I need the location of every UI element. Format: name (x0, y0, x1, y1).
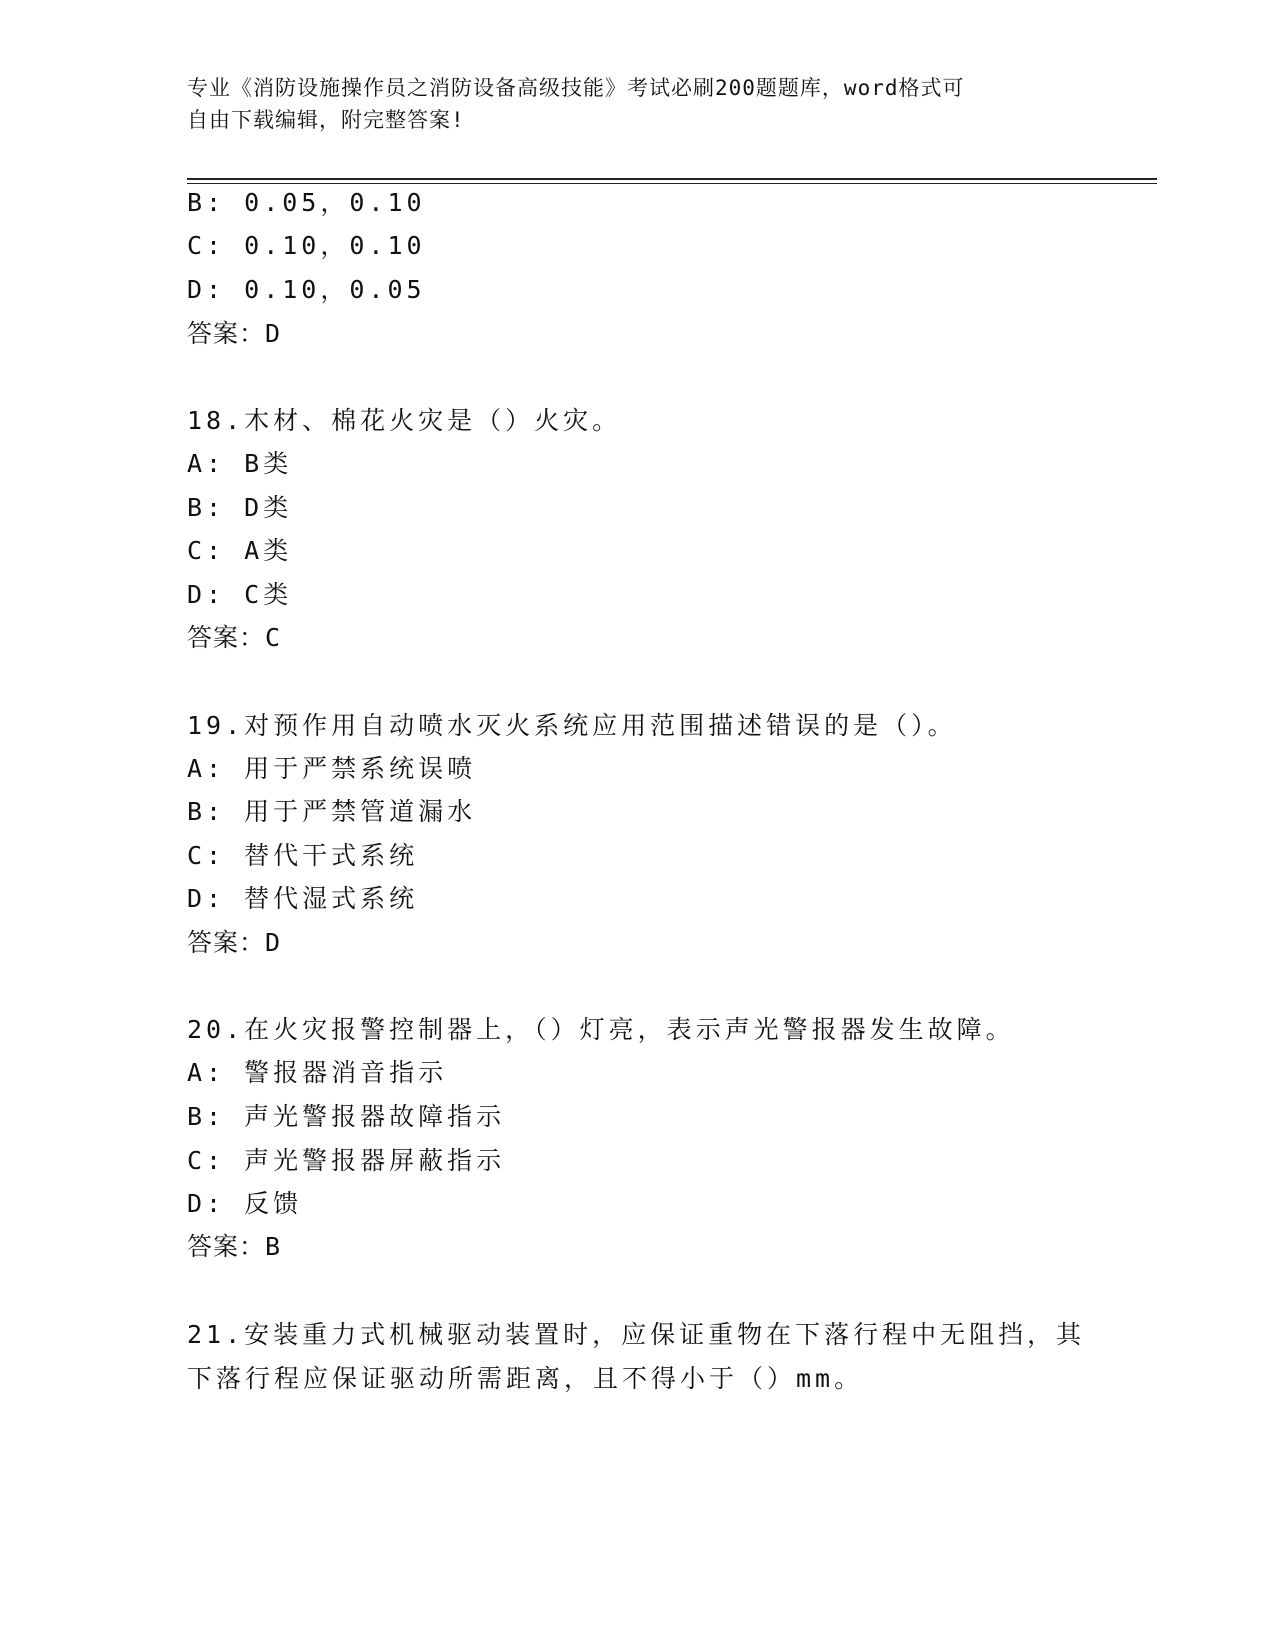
header-divider-thin (187, 183, 1157, 184)
q18-answer: 答案：C (187, 623, 282, 652)
q18-option-b: B: D类 (187, 493, 293, 522)
q20-option-d: D: 反馈 (187, 1189, 303, 1218)
q20-option-c: C: 声光警报器屏蔽指示 (187, 1146, 506, 1175)
q17-option-c: C: 0.10，0.10 (187, 231, 426, 260)
q18-option-a: A: B类 (187, 449, 293, 478)
q19-stem: 19.对预作用自动喷水灭火系统应用范围描述错误的是（）。 (187, 711, 957, 740)
q20-answer: 答案：B (187, 1232, 282, 1261)
q20-stem: 20.在火灾报警控制器上，（）灯亮，表示声光警报器发生故障。 (187, 1015, 1015, 1044)
q18-option-c: C: A类 (187, 536, 293, 565)
q19-option-a: A: 用于严禁系统误喷 (187, 754, 477, 783)
q20-option-b: B: 声光警报器故障指示 (187, 1102, 506, 1131)
q17-answer: 答案：D (187, 319, 282, 348)
q19-option-c: C: 替代干式系统 (187, 841, 419, 870)
q19-option-b: B: 用于严禁管道漏水 (187, 797, 477, 826)
q19-option-d: D: 替代湿式系统 (187, 884, 419, 913)
q17-option-b: B: 0.05，0.10 (187, 188, 426, 217)
document-header (187, 72, 1067, 136)
header-line-2: 自由下载编辑，附完整答案! (187, 108, 465, 132)
q18-stem: 18.木材、棉花火灾是（）火灾。 (187, 406, 622, 435)
header-line-1: 专业《消防设施操作员之消防设备高级技能》考试必刷200题题库，word格式可 (187, 76, 965, 100)
q17-option-d: D: 0.10，0.05 (187, 275, 426, 304)
q21-stem-line-1: 21.安装重力式机械驱动装置时，应保证重物在下落行程中无阻挡，其 (187, 1320, 1086, 1349)
q21-stem-line-2: 下落行程应保证驱动所需距离，且不得小于（）mm。 (187, 1364, 864, 1393)
header-divider-thick (187, 178, 1157, 180)
q18-option-d: D: C类 (187, 580, 293, 609)
q19-answer: 答案：D (187, 928, 282, 957)
q20-option-a: A: 警报器消音指示 (187, 1058, 448, 1087)
